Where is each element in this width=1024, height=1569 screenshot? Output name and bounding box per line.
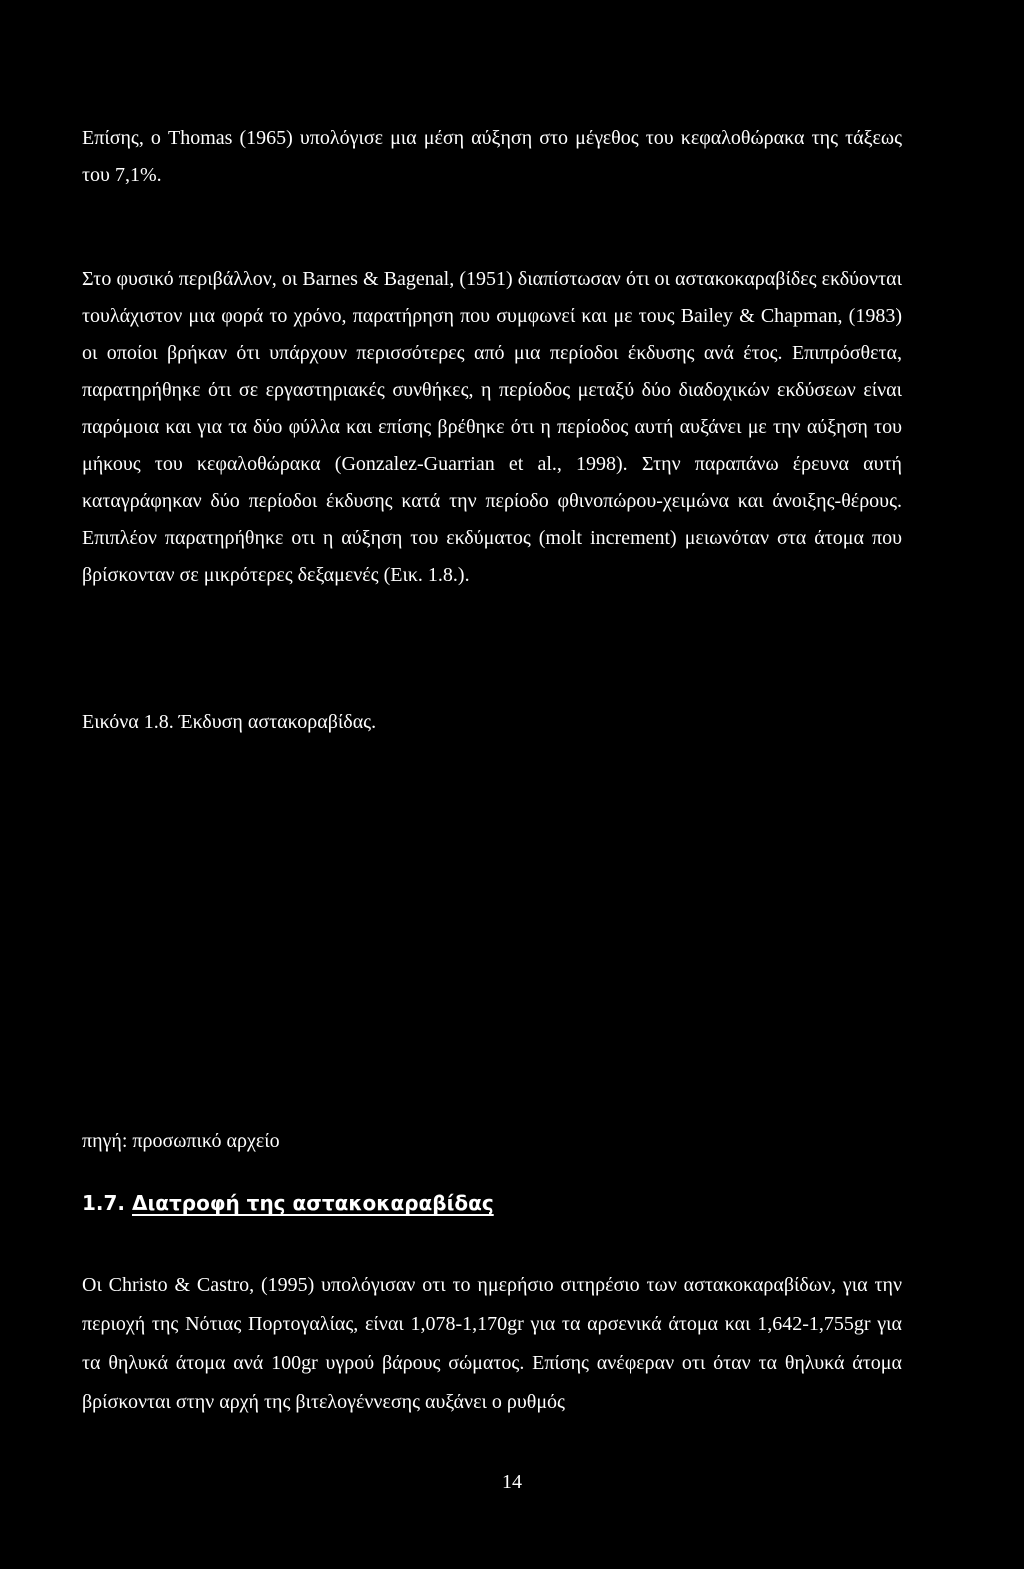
figure-caption: Εικόνα 1.8. Έκδυση αστακοραβίδας. (82, 711, 377, 733)
figure-source: πηγή: προσωπικό αρχείο (82, 1130, 280, 1152)
section-title: Διατροφή της αστακοκαραβίδας (132, 1191, 494, 1215)
section-heading (82, 1185, 494, 1222)
paragraph-christo: Οι Christo & Castro, (1995) υπολόγισαν οτι το ημερήσιο σιτηρέσιο των αστακοκαραβίδων, για την περιοχή της Νότιας Πορτογαλίας, είναι 1,078-1,170gr για τα αρσενικά άτομα και 1,642-1,755gr για τα θηλυκά άτομα ανά 100gr υγρού βάρους σώματος. Επίσης ανέφεραν οτι όταν τα θηλυκά άτομα βρίσκονται στην αρχή της βιτελογέννεσης αυξάνει ο ρυθμός (82, 1274, 902, 1413)
page-number: 14 (502, 1471, 522, 1493)
figure-image-area (82, 750, 902, 1120)
paragraph-thomas: Επίσης, ο Thomas (1965) υπολόγισε μια μέση αύξηση στο μέγεθος του κεφαλοθώρακα της τάξεως του 7,1%. (82, 127, 902, 186)
section-number: 1.7. (82, 1191, 126, 1215)
paragraph-barnes: Στο φυσικό περιβάλλον, οι Barnes & Bagenal, (1951) διαπίστωσαν ότι οι αστακοκαραβίδες εκδύονται τουλάχιστον μια φορά το χρόνο, παρατήρηση που συμφωνεί και με τους Bailey & Chapman, (1983) οι οποίοι βρήκαν ότι υπάρχουν περισσότερες από μια περίοδοι έκδυσης ανά έτος. Επιπρόσθετα, παρατηρήθηκε ότι σε εργαστηριακές συνθήκες, η περίοδος μεταξύ δύο διαδοχικών εκδύσεων είναι παρόμοια και για τα δύο φύλλα και επίσης βρέθηκε ότι η περίοδος αυτή αυξάνει με την αύξηση του μήκους του κεφαλοθώρακα (Gonzalez-Guarrian et al., 1998). Στην παραπάνω έρευνα αυτή καταγράφηκαν δύο περίοδοι έκδυσης κατά την περίοδο φθινοπώρου-χειμώνα και άνοιξης-θέρους. Επιπλέον παρατηρήθηκε οτι η αύξηση του εκδύματος (molt increment) μειωνόταν στα άτομα που βρίσκονταν σε μικρότερες δεξαμενές (Εικ. 1.8.). (82, 268, 902, 586)
